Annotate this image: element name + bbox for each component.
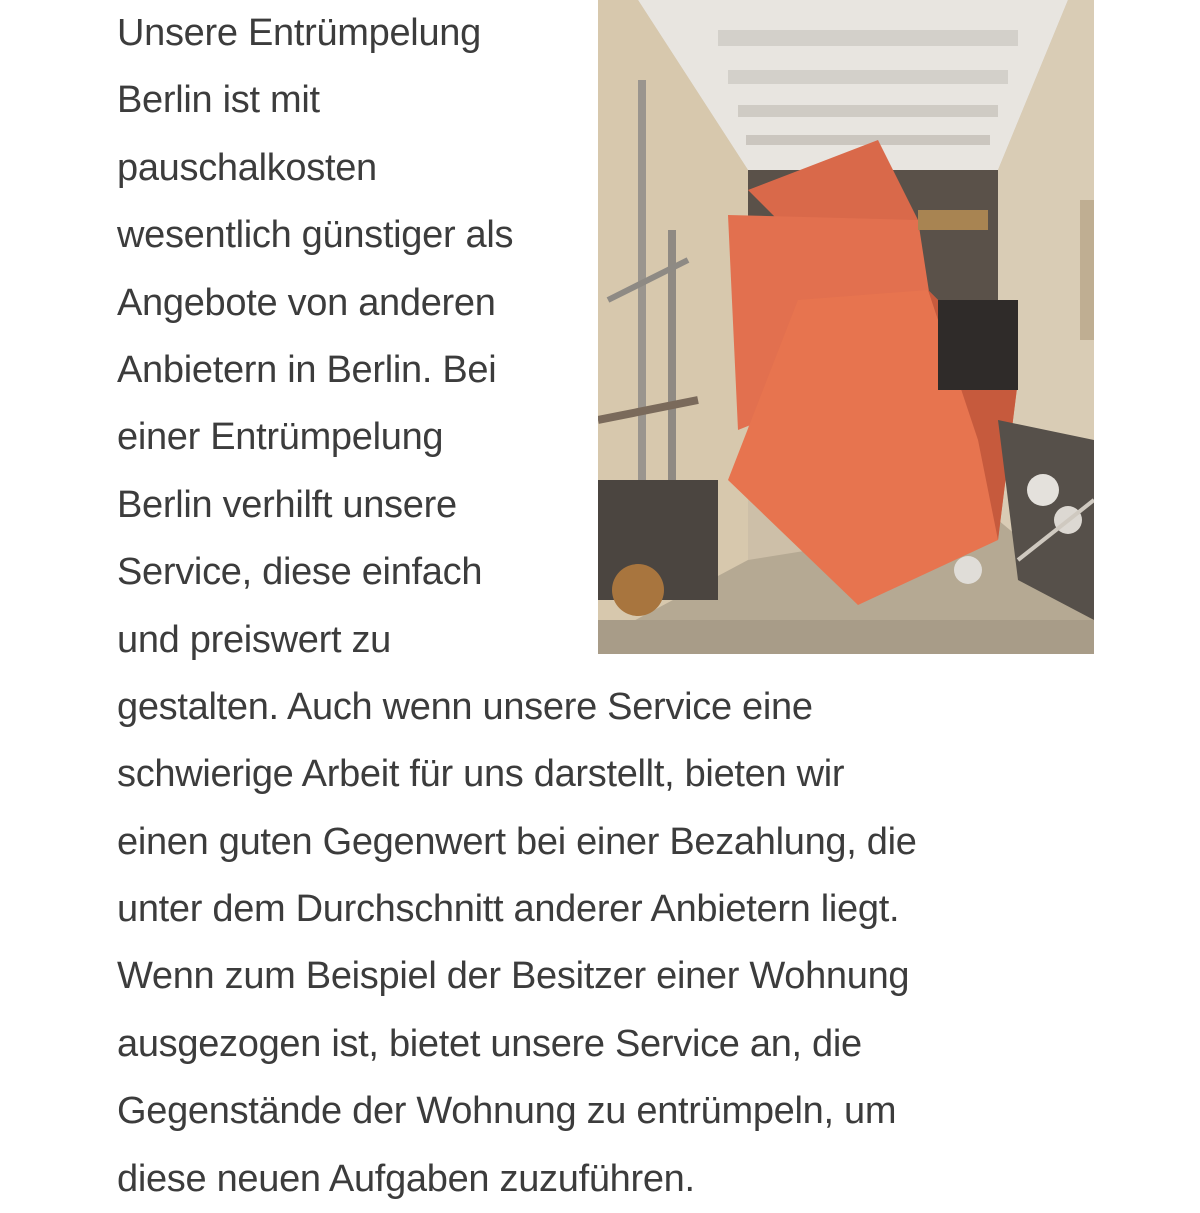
text-line: Wenn zum Beispiel der Besitzer einer Wohnung bbox=[117, 955, 910, 998]
text-line: schwierige Arbeit für uns darstellt, bieten wir bbox=[117, 753, 845, 796]
text-line: gestalten. Auch wenn unsere Service eine bbox=[117, 685, 813, 728]
text-line: Unsere Entrümpelung bbox=[117, 12, 481, 54]
text-line: einer Entrümpelung bbox=[117, 416, 444, 459]
text-line: Gegenstände der Wohnung zu entrümpeln, um bbox=[117, 1090, 897, 1133]
text-line: und preiswert zu bbox=[117, 618, 392, 661]
text-line: pauschalkosten bbox=[117, 146, 377, 189]
text-line: Angebote von anderen bbox=[117, 281, 496, 324]
text-line: unter dem Durchschnitt anderer Anbietern liegt. bbox=[117, 888, 900, 931]
article-text bbox=[117, 0, 1077, 1213]
text-line: Berlin verhilft unsere bbox=[117, 483, 457, 526]
text-line: Anbietern in Berlin. Bei bbox=[117, 348, 497, 391]
text-line: ausgezogen ist, bietet unsere Service an, die bbox=[117, 1022, 862, 1065]
text-line: Service, diese einfach bbox=[117, 551, 483, 594]
text-line: Berlin ist mit bbox=[117, 79, 320, 122]
wall-strap bbox=[1080, 200, 1094, 340]
text-line: diese neuen Aufgaben zuzuführen. bbox=[117, 1157, 695, 1200]
text-line: wesentlich günstiger als bbox=[117, 214, 514, 257]
text-line: einen guten Gegenwert bei einer Bezahlung, die bbox=[117, 820, 917, 863]
